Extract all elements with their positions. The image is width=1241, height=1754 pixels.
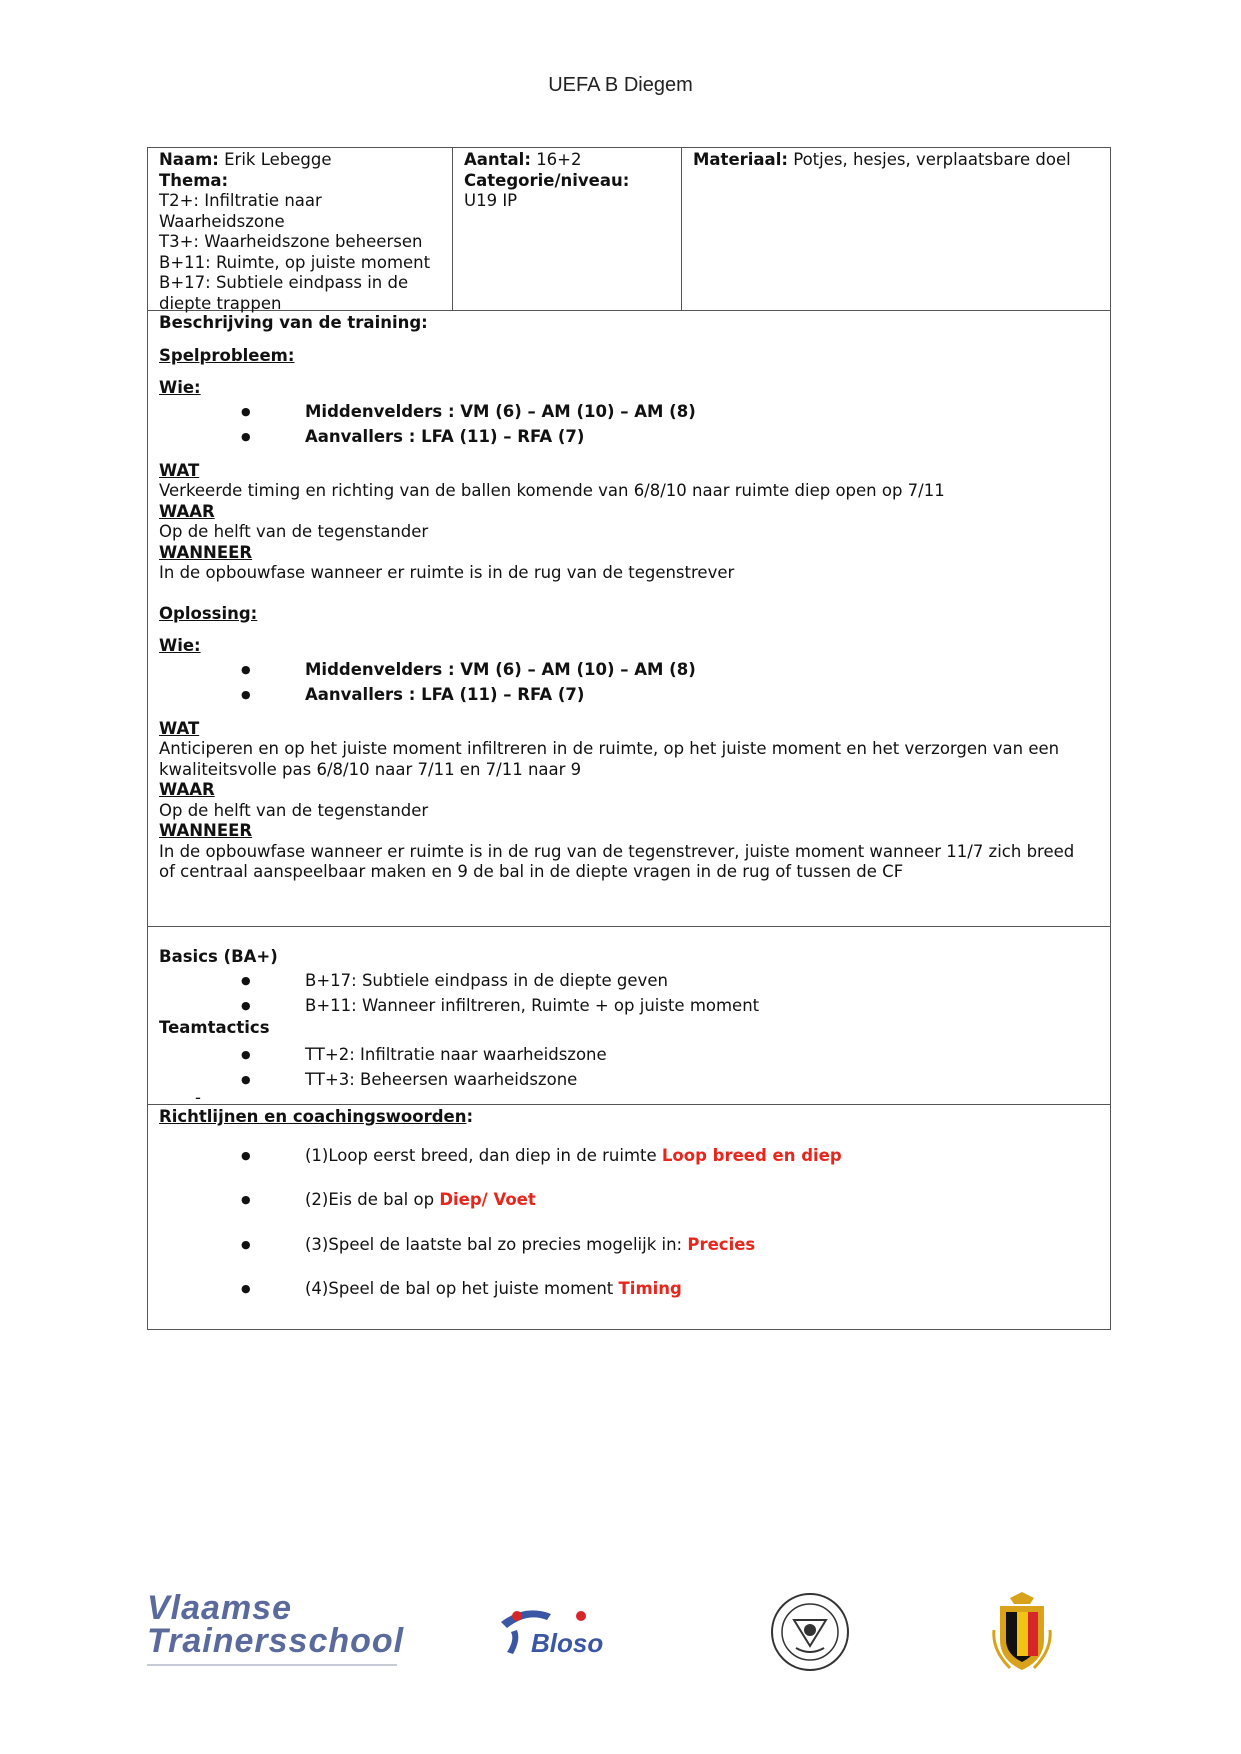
- waar-text: Op de helft van de tegenstander: [159, 800, 429, 820]
- info-naam-cell: [148, 148, 453, 313]
- dash-mark: -: [195, 1088, 201, 1107]
- wat-label: WAT: [159, 460, 200, 480]
- list-item: ● B+11: Wanneer infiltreren, Ruimte + op juiste moment: [159, 993, 1099, 1018]
- beschrijving-title: Beschrijving van de training:: [159, 313, 428, 332]
- thema-line: Waarheidszone: [159, 211, 285, 231]
- teamtactics-list: [159, 1042, 1099, 1092]
- list-item: [159, 1279, 1099, 1300]
- vts-logo-line2: Trainersschool: [147, 1622, 405, 1660]
- thema-line: B+17: Subtiele eindpass in de: [159, 273, 409, 292]
- categorie-value: U19 IP: [464, 191, 518, 210]
- wanneer-label: WANNEER: [159, 542, 253, 562]
- seal-logo: [768, 1590, 852, 1674]
- oplossing-heading: Oplossing:: [159, 603, 258, 623]
- wie-list: [159, 657, 1099, 707]
- basics-section: [148, 927, 1110, 1105]
- list-item: [159, 1146, 1099, 1167]
- coach-keyword: Timing: [618, 1279, 682, 1298]
- wanneer-text: In de opbouwfase wanneer er ruimte is in de rug van de tegenstrever: [159, 563, 735, 582]
- richtlijnen-list: [159, 1146, 1099, 1300]
- thema-line: T3+: Waarheidszone beheersen: [159, 232, 423, 251]
- naam-value: Erik Lebegge: [224, 150, 332, 169]
- waar-label: WAAR: [159, 780, 215, 799]
- coach-keyword: Loop breed en diep: [661, 1145, 842, 1165]
- wat-label: WAT: [159, 718, 200, 738]
- aantal-value: 16+2: [536, 150, 582, 169]
- coach-text: (1)Loop eerst breed, dan diep in de ruimte: [305, 1145, 662, 1165]
- coach-text: (3)Speel de laatste bal zo precies mogelijk in:: [305, 1234, 688, 1254]
- spelprobleem-heading: Spelprobleem:: [159, 345, 295, 365]
- materiaal-label: Materiaal:: [693, 150, 788, 169]
- naam-label: Naam:: [159, 150, 219, 169]
- wanneer-text: In de opbouwfase wanneer er ruimte is in de rug van de tegenstrever, juiste moment wanneer 11/7 zich breed: [159, 841, 1075, 861]
- list-item: ● B+17: Subtiele eindpass in de diepte geven: [159, 968, 1099, 993]
- kbvb-crest-logo: [990, 1590, 1054, 1676]
- aantal-label: Aantal:: [464, 150, 531, 169]
- wie-label: Wie:: [159, 636, 201, 655]
- list-item: ● Aanvallers : LFA (11) – RFA (7): [159, 424, 1099, 449]
- waar-label: WAAR: [159, 501, 215, 521]
- info-materiaal-cell: [682, 148, 1110, 310]
- page-title: UEFA B Diegem: [548, 74, 693, 96]
- footer-logos: [0, 1590, 1241, 1680]
- list-item: [159, 1190, 1099, 1211]
- vts-logo-line1: Vlaamse: [147, 1589, 292, 1627]
- richtlijnen-heading: Richtlijnen en coachingswoorden: [159, 1107, 467, 1126]
- list-item: ● Aanvallers : LFA (11) – RFA (7): [159, 682, 1099, 707]
- info-row: [148, 148, 1110, 311]
- training-sheet: [147, 147, 1111, 1330]
- coach-text: (4)Speel de bal op het juiste moment: [305, 1279, 619, 1298]
- basics-list: [159, 968, 1099, 1018]
- teamtactics-heading: Teamtactics: [159, 1017, 270, 1037]
- wie-label: Wie:: [159, 378, 201, 397]
- wat-text: Anticiperen en op het juiste moment infiltreren in de ruimte, op het juiste moment en het verzorgen van een: [159, 739, 1060, 758]
- wanneer-text: of centraal aanspeelbaar maken en 9 de bal in de diepte vragen in de rug of tussen de CF: [159, 862, 904, 881]
- categorie-label: Categorie/niveau:: [464, 170, 630, 190]
- thema-line: diepte trappen: [159, 293, 282, 313]
- richtlijnen-section: [148, 1105, 1110, 1329]
- materiaal-value: Potjes, hesjes, verplaatsbare doel: [793, 150, 1071, 169]
- coach-text: (2)Eis de bal op: [305, 1190, 440, 1209]
- thema-line: B+11: Ruimte, op juiste moment: [159, 252, 431, 272]
- thema-line: T2+: Infiltratie naar: [159, 191, 322, 210]
- info-aantal-cell: [453, 148, 682, 310]
- wat-text: kwaliteitsvolle pas 6/8/10 naar 7/11 en 7/11 naar 9: [159, 759, 582, 779]
- bloso-logo-text: Bloso: [531, 1628, 604, 1658]
- beschrijving-section: [148, 311, 1110, 927]
- waar-text: Op de helft van de tegenstander: [159, 522, 429, 541]
- wanneer-label: WANNEER: [159, 821, 253, 840]
- coach-keyword: Diep/ Voet: [439, 1190, 536, 1209]
- list-item: ● Middenvelders : VM (6) – AM (10) – AM (8): [159, 657, 1099, 682]
- richtlijnen-colon: :: [466, 1107, 474, 1126]
- wat-text: Verkeerde timing en richting van de ballen komende van 6/8/10 naar ruimte diep open op 7/11: [159, 481, 945, 500]
- list-item: ● TT+2: Infiltratie naar waarheidszone: [159, 1042, 1099, 1067]
- list-item: [159, 1235, 1099, 1256]
- list-item: ● TT+3: Beheersen waarheidszone: [159, 1067, 1099, 1092]
- basics-heading: Basics (BA+): [159, 947, 278, 966]
- list-item: ● Middenvelders : VM (6) – AM (10) – AM (8): [159, 399, 1099, 424]
- coach-keyword: Precies: [687, 1234, 756, 1254]
- thema-label: Thema:: [159, 170, 229, 190]
- vts-logo: [147, 1589, 405, 1672]
- wie-list: [159, 399, 1099, 449]
- bloso-logo: [495, 1600, 605, 1664]
